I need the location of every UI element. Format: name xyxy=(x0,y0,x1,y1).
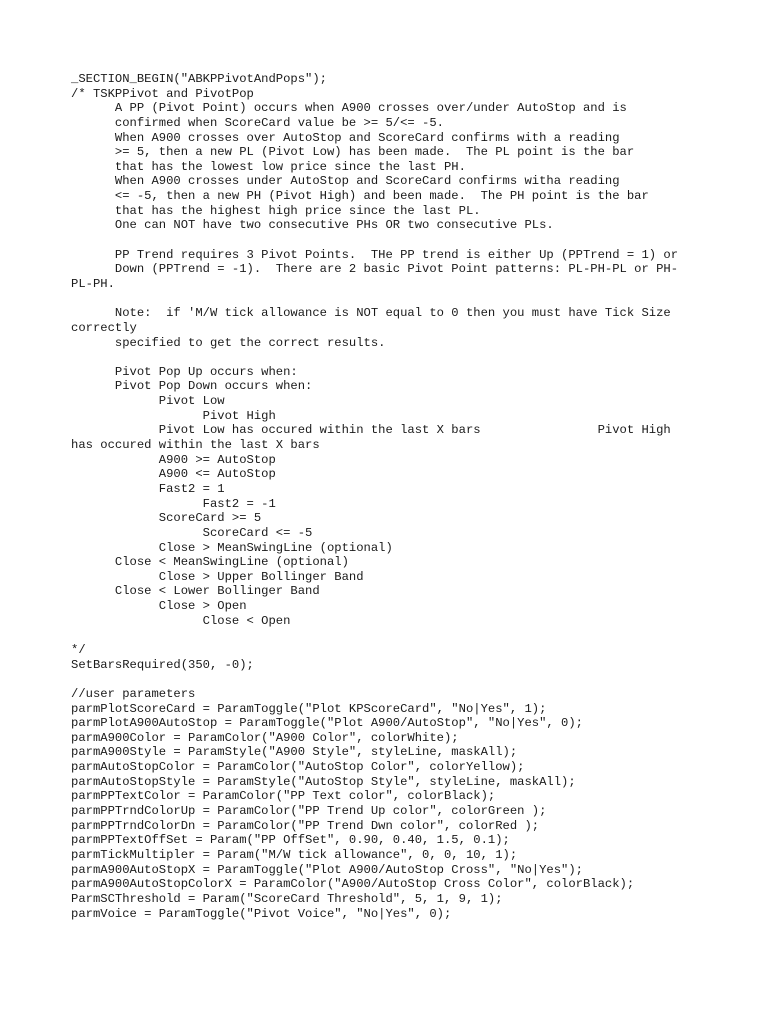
code-line: Close < Lower Bollinger Band xyxy=(71,584,320,599)
code-line: parmA900Style = ParamStyle("A900 Style", styleLine, maskAll); xyxy=(71,745,518,760)
code-line: parmAutoStopStyle = ParamStyle("AutoStop Style", styleLine, maskAll); xyxy=(71,774,576,789)
code-line: //user parameters xyxy=(71,686,196,701)
code-line: /* TSKPPivot and PivotPop xyxy=(71,86,254,101)
code-line: One can NOT have two consecutive PHs OR two consecutive PLs. xyxy=(71,218,554,233)
code-line: ScoreCard <= -5 xyxy=(71,525,313,540)
code-line: PL-PH. xyxy=(71,276,115,291)
code-line: Pivot High xyxy=(71,408,276,423)
code-line: parmTickMultipler = Param("M/W tick allowance", 0, 0, 10, 1); xyxy=(71,847,518,862)
code-line: Close > Open xyxy=(71,599,247,614)
code-line: PP Trend requires 3 Pivot Points. THe PP trend is either Up (PPTrend = 1) or xyxy=(71,247,679,262)
code-line: parmAutoStopColor = ParamColor("AutoStop Color", colorYellow); xyxy=(71,760,525,775)
code-line: When A900 crosses over AutoStop and ScoreCard confirms with a reading xyxy=(71,130,620,145)
code-line xyxy=(71,233,711,248)
code-line: Close > Upper Bollinger Band xyxy=(71,569,364,584)
code-line: confirmed when ScoreCard value be >= 5/<= -5. xyxy=(71,115,444,130)
code-line xyxy=(71,672,711,687)
code-line: Note: if 'M/W tick allowance is NOT equal to 0 then you must have Tick Size xyxy=(71,306,671,321)
code-line: When A900 crosses under AutoStop and ScoreCard confirms witha reading xyxy=(71,174,620,189)
code-line xyxy=(71,628,711,643)
code-line: A PP (Pivot Point) occurs when A900 crosses over/under AutoStop and is xyxy=(71,101,627,116)
code-line: A900 >= AutoStop xyxy=(71,452,276,467)
code-line: parmPlotA900AutoStop = ParamToggle("Plot A900/AutoStop", "No|Yes", 0); xyxy=(71,716,583,731)
code-line: that has the highest high price since the last PL. xyxy=(71,203,481,218)
code-line: Fast2 = -1 xyxy=(71,496,276,511)
code-line: parmPlotScoreCard = ParamToggle("Plot KPScoreCard", "No|Yes", 1); xyxy=(71,701,547,716)
code-line: Down (PPTrend = -1). There are 2 basic Pivot Point patterns: PL-PH-PL or PH- xyxy=(71,262,679,277)
code-line: <= -5, then a new PH (Pivot High) and been made. The PH point is the bar xyxy=(71,189,649,204)
code-line: parmVoice = ParamToggle("Pivot Voice", "No|Yes", 0); xyxy=(71,906,452,921)
code-line: Close > MeanSwingLine (optional) xyxy=(71,540,393,555)
code-line: ParmSCThreshold = Param("ScoreCard Threshold", 5, 1, 9, 1); xyxy=(71,891,503,906)
code-line: Close < MeanSwingLine (optional) xyxy=(71,555,349,570)
code-line: Pivot Pop Up occurs when: xyxy=(71,364,298,379)
code-line: Pivot Low has occured within the last X bars Pivot High xyxy=(71,423,671,438)
code-line xyxy=(71,350,711,365)
code-line: SetBarsRequired(350, -0); xyxy=(71,657,254,672)
code-page xyxy=(71,72,711,921)
code-line: parmPPTrndColorUp = ParamColor("PP Trend Up color", colorGreen ); xyxy=(71,804,547,819)
code-line: specified to get the correct results. xyxy=(71,335,386,350)
code-line: A900 <= AutoStop xyxy=(71,467,276,482)
code-line: parmPPTextOffSet = Param("PP OffSet", 0.90, 0.40, 1.5, 0.1); xyxy=(71,833,510,848)
code-line: */ xyxy=(71,642,86,657)
code-line: Pivot Low xyxy=(71,394,225,409)
code-line: ScoreCard >= 5 xyxy=(71,511,262,526)
code-line: parmA900AutoStopX = ParamToggle("Plot A900/AutoStop Cross", "No|Yes"); xyxy=(71,862,583,877)
code-line xyxy=(71,292,711,307)
code-line: has occured within the last X bars xyxy=(71,438,320,453)
code-line: _SECTION_BEGIN("ABKPPivotAndPops"); xyxy=(71,72,327,86)
code-line: Fast2 = 1 xyxy=(71,481,225,496)
code-line: parmA900AutoStopColorX = ParamColor("A900/AutoStop Cross Color", colorBlack); xyxy=(71,877,635,892)
code-line: that has the lowest low price since the last PH. xyxy=(71,159,466,174)
code-line: parmPPTrndColorDn = ParamColor("PP Trend Dwn color", colorRed ); xyxy=(71,818,540,833)
code-line: Pivot Pop Down occurs when: xyxy=(71,379,313,394)
code-line: parmA900Color = ParamColor("A900 Color", colorWhite); xyxy=(71,730,459,745)
code-line: >= 5, then a new PL (Pivot Low) has been made. The PL point is the bar xyxy=(71,145,635,160)
code-line: Close < Open xyxy=(71,613,291,628)
code-line: correctly xyxy=(71,320,137,335)
code-line: parmPPTextColor = ParamColor("PP Text color", colorBlack); xyxy=(71,789,496,804)
